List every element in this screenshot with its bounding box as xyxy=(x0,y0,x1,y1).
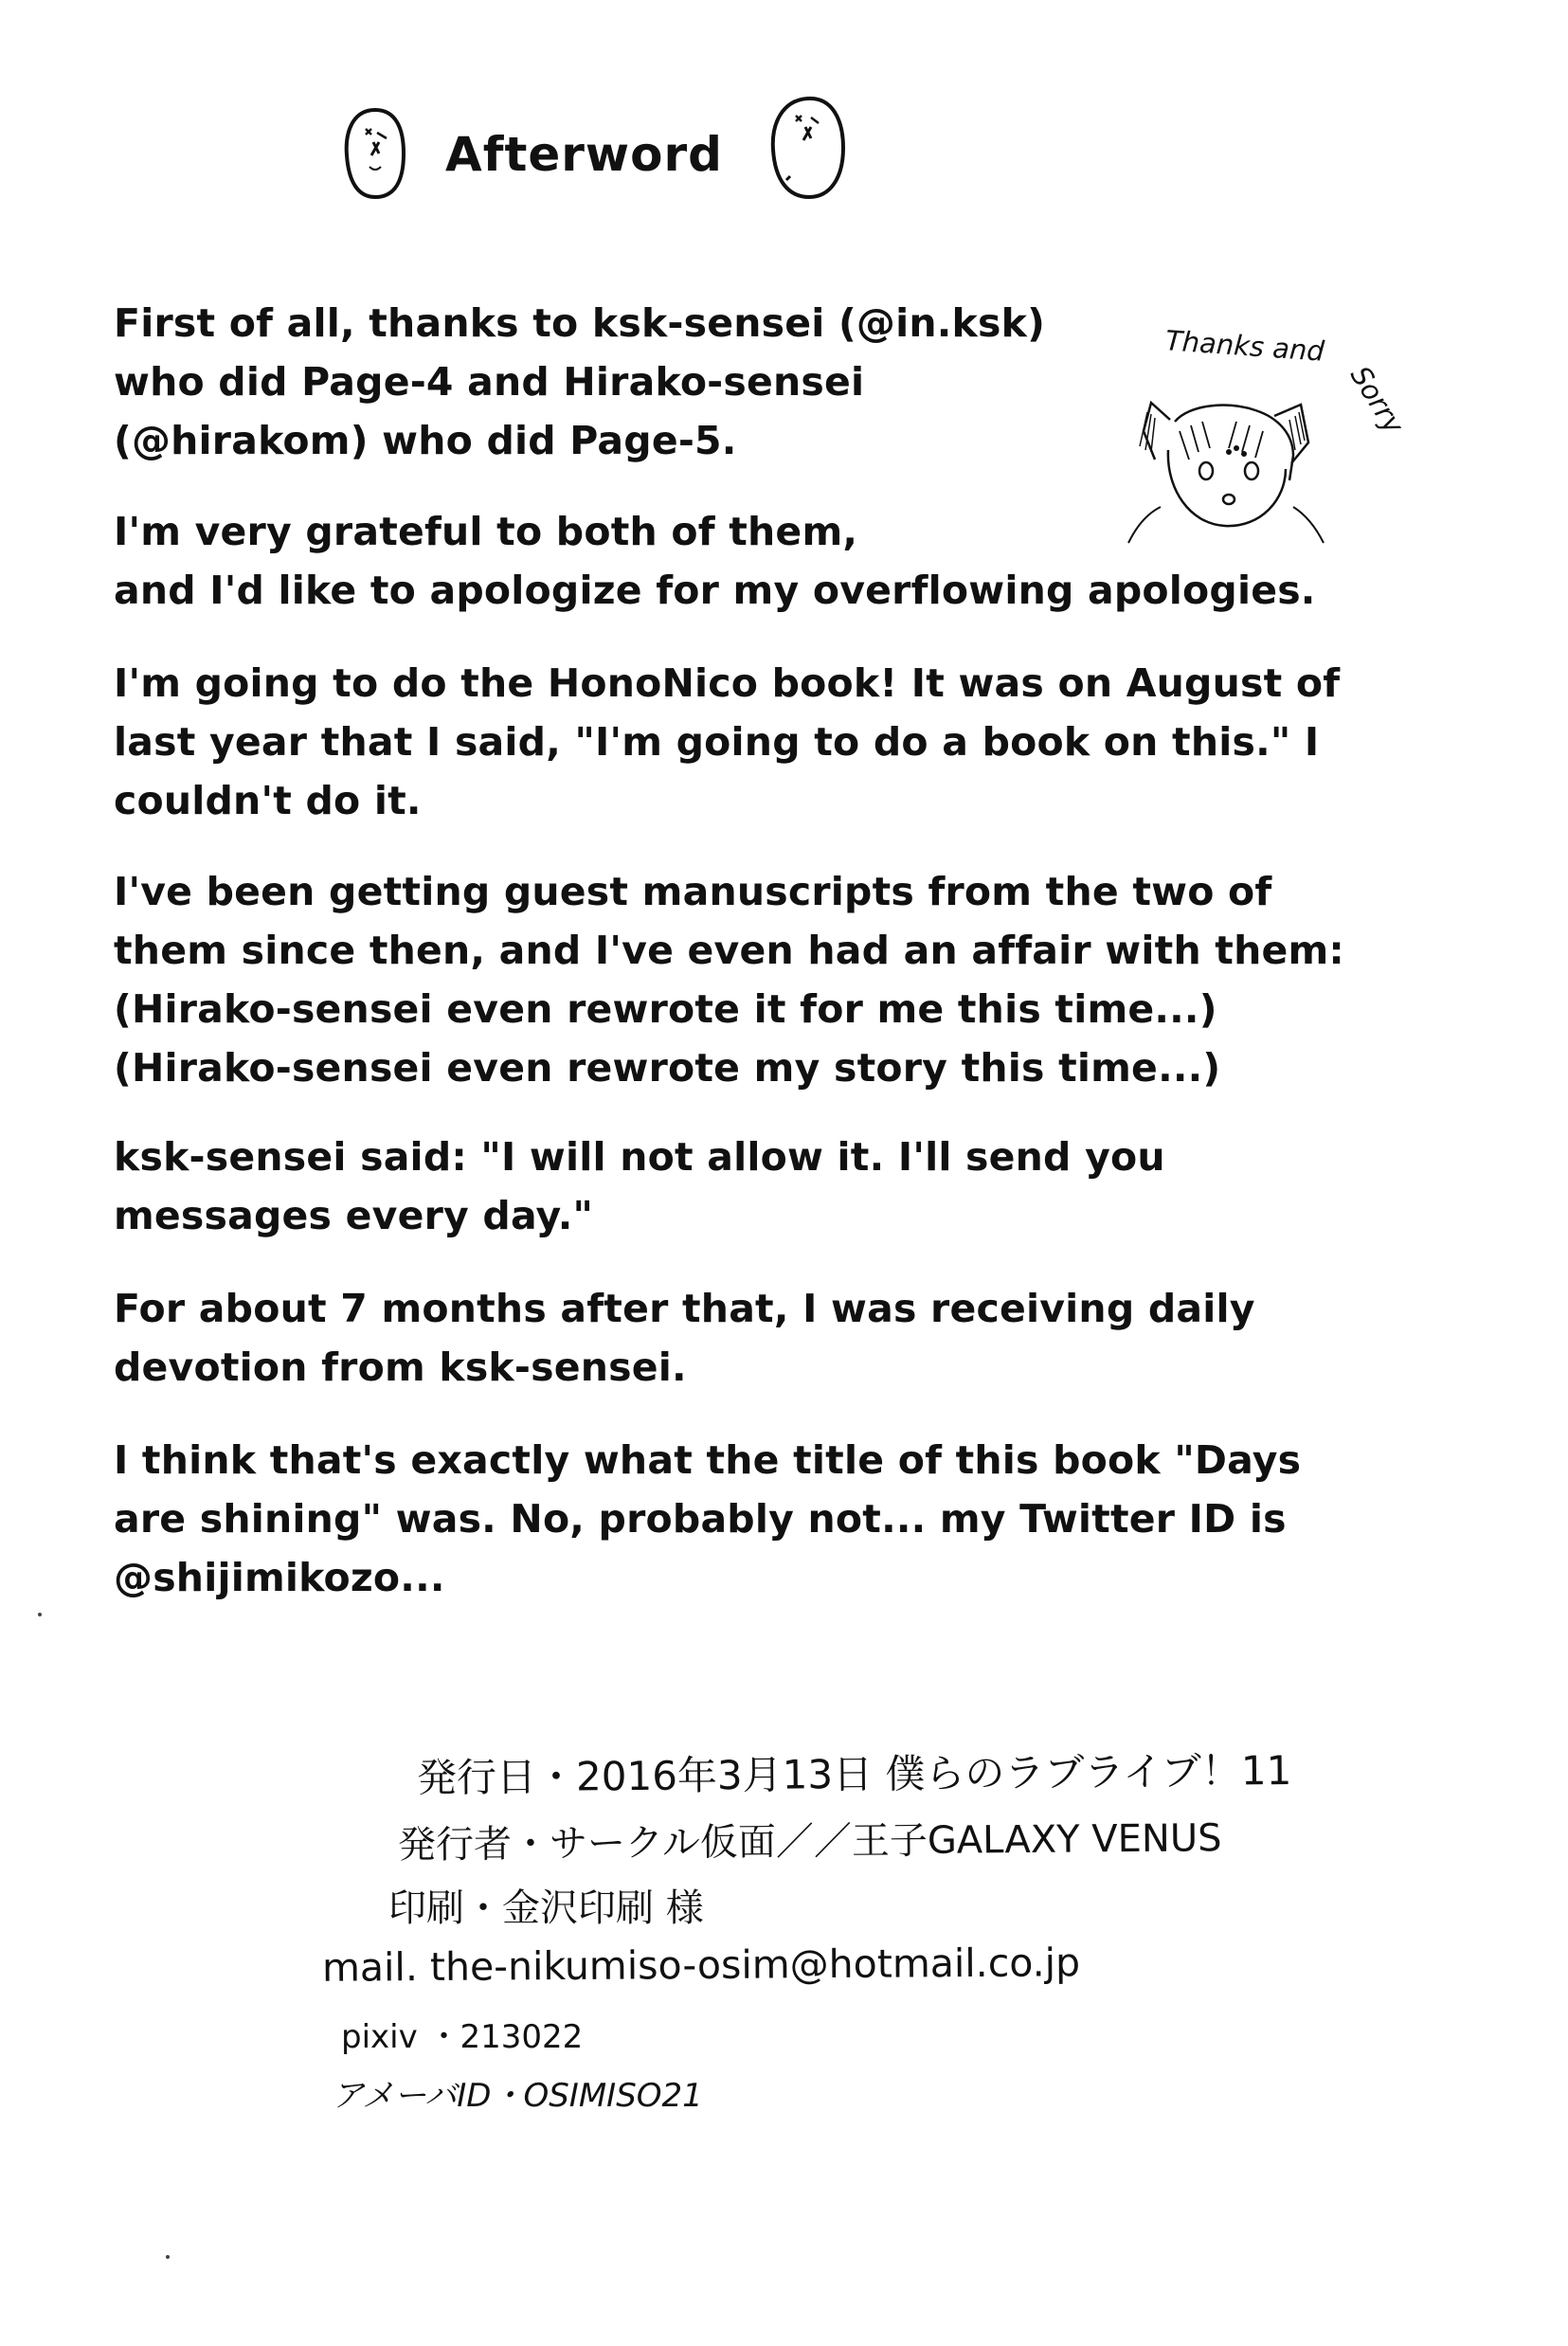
text-line: (Hirako-sensei even rewrote it for me this time...) xyxy=(114,986,1217,1032)
page-title: Afterword xyxy=(445,127,723,182)
paragraph-credits xyxy=(114,294,1045,470)
colophon-publisher: 発行者・サークル仮面／／王子GALAXY VENUS xyxy=(397,1816,1222,1868)
text-line: and I'd like to apologize for my overflowing apologies. xyxy=(114,568,1316,613)
text-line: devotion from ksk-sensei. xyxy=(114,1344,687,1390)
paper-speck xyxy=(38,1613,42,1616)
paragraph-days-shining xyxy=(114,1431,1301,1607)
text-line: For about 7 months after that, I was receiving daily xyxy=(114,1286,1255,1331)
text-line: ksk-sensei said: "I will not allow it. I'll send you xyxy=(114,1134,1165,1180)
text-line: are shining" was. No, probably not... my Twitter ID is xyxy=(114,1496,1287,1542)
paragraph-seven-months xyxy=(114,1279,1255,1397)
text-line: I'm going to do the HonoNico book! It was on August of xyxy=(114,660,1341,706)
text-line: (Hirako-sensei even rewrote my story this time...) xyxy=(114,1045,1221,1091)
sketch-caption-thanks: Thanks and xyxy=(1164,324,1325,368)
text-line: who did Page-4 and Hirako-sensei xyxy=(114,359,865,405)
text-line: (@hirakom) who did Page-5. xyxy=(114,418,737,463)
header xyxy=(332,95,872,218)
sketch-caption-sorry: Sorry xyxy=(1343,360,1411,440)
text-line: them since then, and I've even had an affair with them: xyxy=(114,928,1345,973)
doodle-face-right-icon xyxy=(767,95,848,201)
colophon-email: mail. the-nikumiso-osim@hotmail.co.jp xyxy=(321,1940,1081,1991)
doodle-face-left-icon xyxy=(341,106,409,201)
colophon-printer: 印刷・金沢印刷 様 xyxy=(388,1886,704,1930)
paragraph-hononico-book xyxy=(114,654,1340,830)
text-line: messages every day." xyxy=(114,1193,594,1238)
paper-speck xyxy=(166,2255,170,2259)
text-line: First of all, thanks to ksk-sensei (@in.ksk) xyxy=(114,300,1046,346)
text-line: I'm very grateful to both of them, xyxy=(114,509,858,554)
text-line: last year that I said, "I'm going to do a book on this." I xyxy=(114,719,1320,765)
colophon-ameba-id: アメーバID・OSIMISO21 xyxy=(332,2077,703,2115)
text-line: couldn't do it. xyxy=(114,778,422,823)
text-line: I think that's exactly what the title of this book "Days xyxy=(114,1437,1302,1483)
colophon-publish-date: 発行日・2016年3月13日 僕らのラブライブ！11 xyxy=(416,1746,1292,1802)
paragraph-ksk-quote xyxy=(114,1128,1165,1245)
paragraph-guest-manuscripts xyxy=(114,862,1344,1097)
colophon-pixiv: pixiv ・213022 xyxy=(341,2018,584,2056)
text-line: @shijimikozo... xyxy=(114,1555,445,1600)
text-line: I've been getting guest manuscripts from the two of xyxy=(114,869,1272,914)
paragraph-gratitude xyxy=(114,502,1316,620)
